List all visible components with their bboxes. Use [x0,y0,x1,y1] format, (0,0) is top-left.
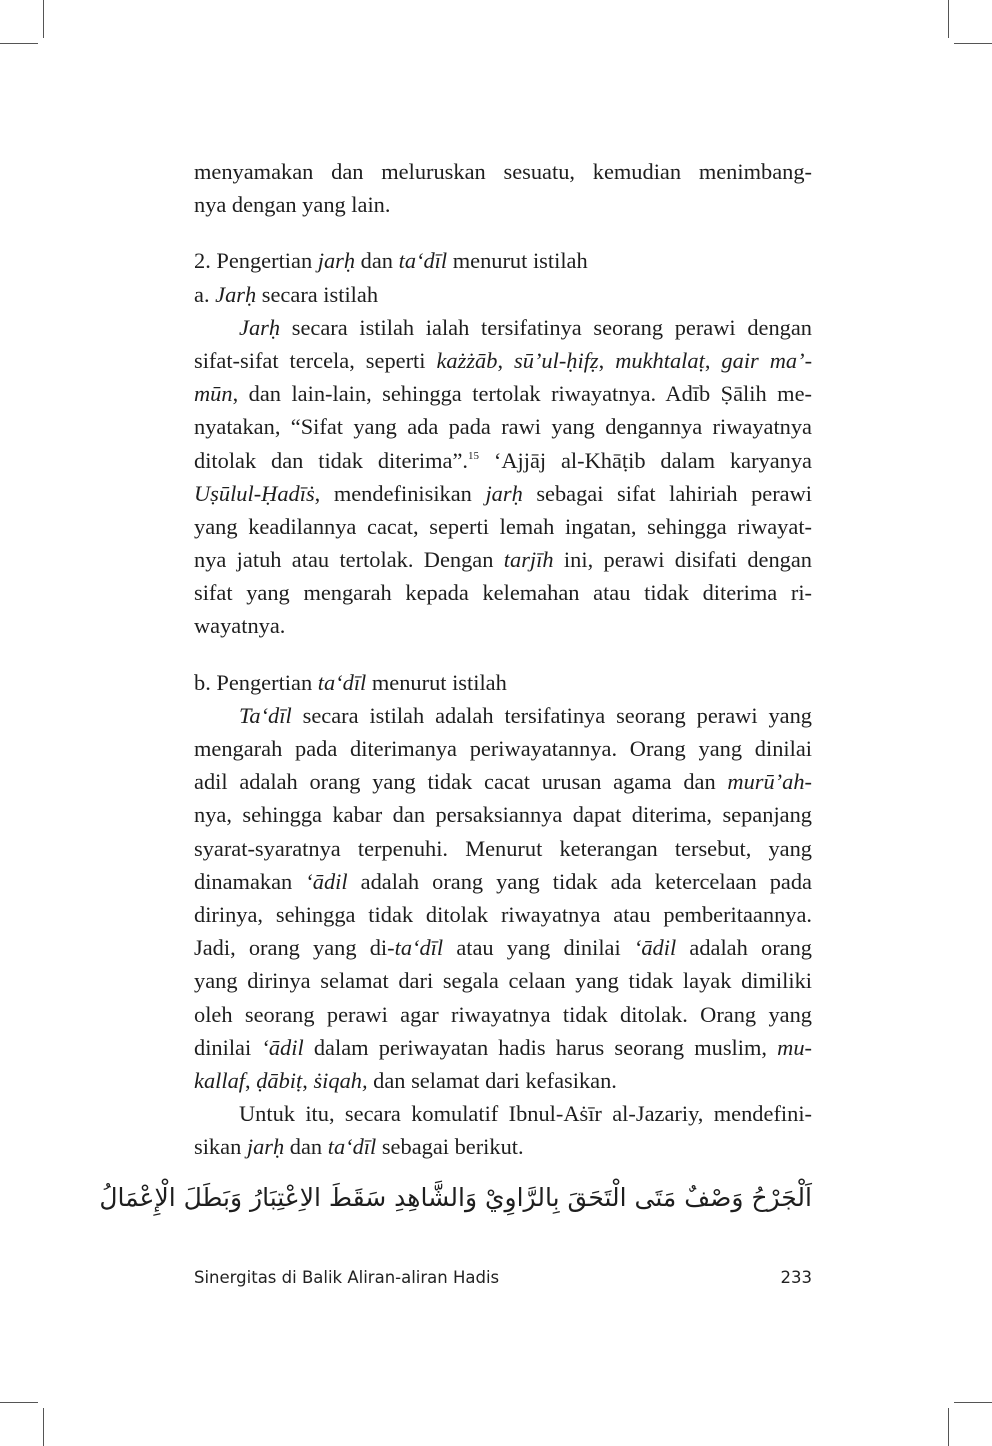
body-line: Jarḥ secara istilah ialah tersifatinya seorang perawi dengan [239,314,812,340]
crop-mark [954,43,992,44]
crop-mark [948,0,949,38]
footnote-ref: 15 [468,449,480,462]
section-heading-2: 2. Pengertian jarḥ dan ta‘dīl menurut istilah [194,248,588,274]
crop-mark [948,1408,949,1446]
subsection-heading-b: b. Pengertian ta‘dīl menurut istilah [194,669,507,695]
crop-mark [0,43,38,44]
body-line: oleh seorang perawi agar riwayatnya tidak ditolak. Orang yang [194,1001,812,1027]
arabic-quote: اَلْجَرْحُ وَصْفٌ مَتَى الْتَحَقَ بِالرَّاوِيْ وَالشَّاهِدِ سَقَطَ الاِعْتِبَارُ وَبَطَلَ الْإِعْمَالُ [99,1183,812,1212]
page-footer [194,1268,812,1287]
crop-mark [43,0,44,38]
crop-mark [0,1402,38,1403]
body-line: syarat-syaratnya terpenuhi. Menurut keterangan tersebut, yang [194,835,812,861]
body-line: nya dengan yang lain. [194,192,391,218]
body-line: menyamakan dan meluruskan sesuatu, kemudian menimbang- [194,159,812,184]
body-line: ditolak dan tidak diterima”.$^{15}$ ‘Ajjāj al-Khāṭib dalam karyanya [194,447,812,473]
crop-mark [43,1408,44,1446]
body-line: sifat yang mengarah kepada kelemahan atau tidak diterima ri- [194,580,812,606]
page-number: 233 [780,1268,812,1287]
body-line: yang keadilannya cacat, seperti lemah ingatan, sehingga riwayat- [194,513,812,539]
body-line: Uṣūlul-Ḥadīṡ, mendefinisikan jarḥ sebagai sifat lahiriah perawi [194,480,812,506]
body-line: mengarah pada diterimanya periwayatannya. Orang yang dinilai [194,736,812,761]
body-line: dirinya, sehingga tidak ditolak riwayatnya atau pemberitaannya. [194,901,812,927]
crop-mark [954,1402,992,1403]
body-line: sikan jarḥ dan ta‘dīl sebagai berikut. [194,1134,524,1160]
body-line: yang dirinya selamat dari segala celaan yang tidak layak dimiliki [194,968,812,994]
body-line: Untuk itu, secara komulatif Ibnul-Aṡīr al-Jazariy, mendefini- [239,1101,812,1127]
body-line: dinilai ‘ādil dalam periwayatan hadis harus seorang muslim, mu- [194,1034,812,1060]
body-line: kallaf, ḍābiṭ, ṡiqah, dan selamat dari kefasikan. [194,1067,617,1093]
book-title: Sinergitas di Balik Aliran-aliran Hadis [194,1268,500,1287]
body-line: sifat-sifat tercela, seperti każżāb, sū’ul-ḥifẓ, mukhtalaṭ, gair ma’- [194,347,813,373]
body-line: wayatnya. [194,613,286,639]
body-line: nyatakan, “Sifat yang ada pada rawi yang dengannya riwayatnya [194,414,812,440]
body-line: Ta‘dīl secara istilah adalah tersifatinya seorang perawi yang [239,702,812,728]
body-line: dinamakan ‘ādil adalah orang yang tidak ada ketercelaan pada [194,868,812,894]
page-body [194,155,812,1163]
subsection-heading-a: a. Jarḥ secara istilah [194,281,379,307]
body-line: nya jatuh atau tertolak. Dengan tarjīh ini, perawi disifati dengan [194,547,813,573]
body-line: Jadi, orang yang di-ta‘dīl atau yang dinilai ‘ādil adalah orang [194,935,812,961]
body-line: mūn, dan lain-lain, sehingga tertolak riwayatnya. Adīb Ṣālih me- [194,381,812,407]
body-line: adil adalah orang yang tidak cacat urusan agama dan murū’ah- [194,769,812,795]
body-line: nya, sehingga kabar dan persaksiannya dapat diterima, sepanjang [194,802,812,828]
